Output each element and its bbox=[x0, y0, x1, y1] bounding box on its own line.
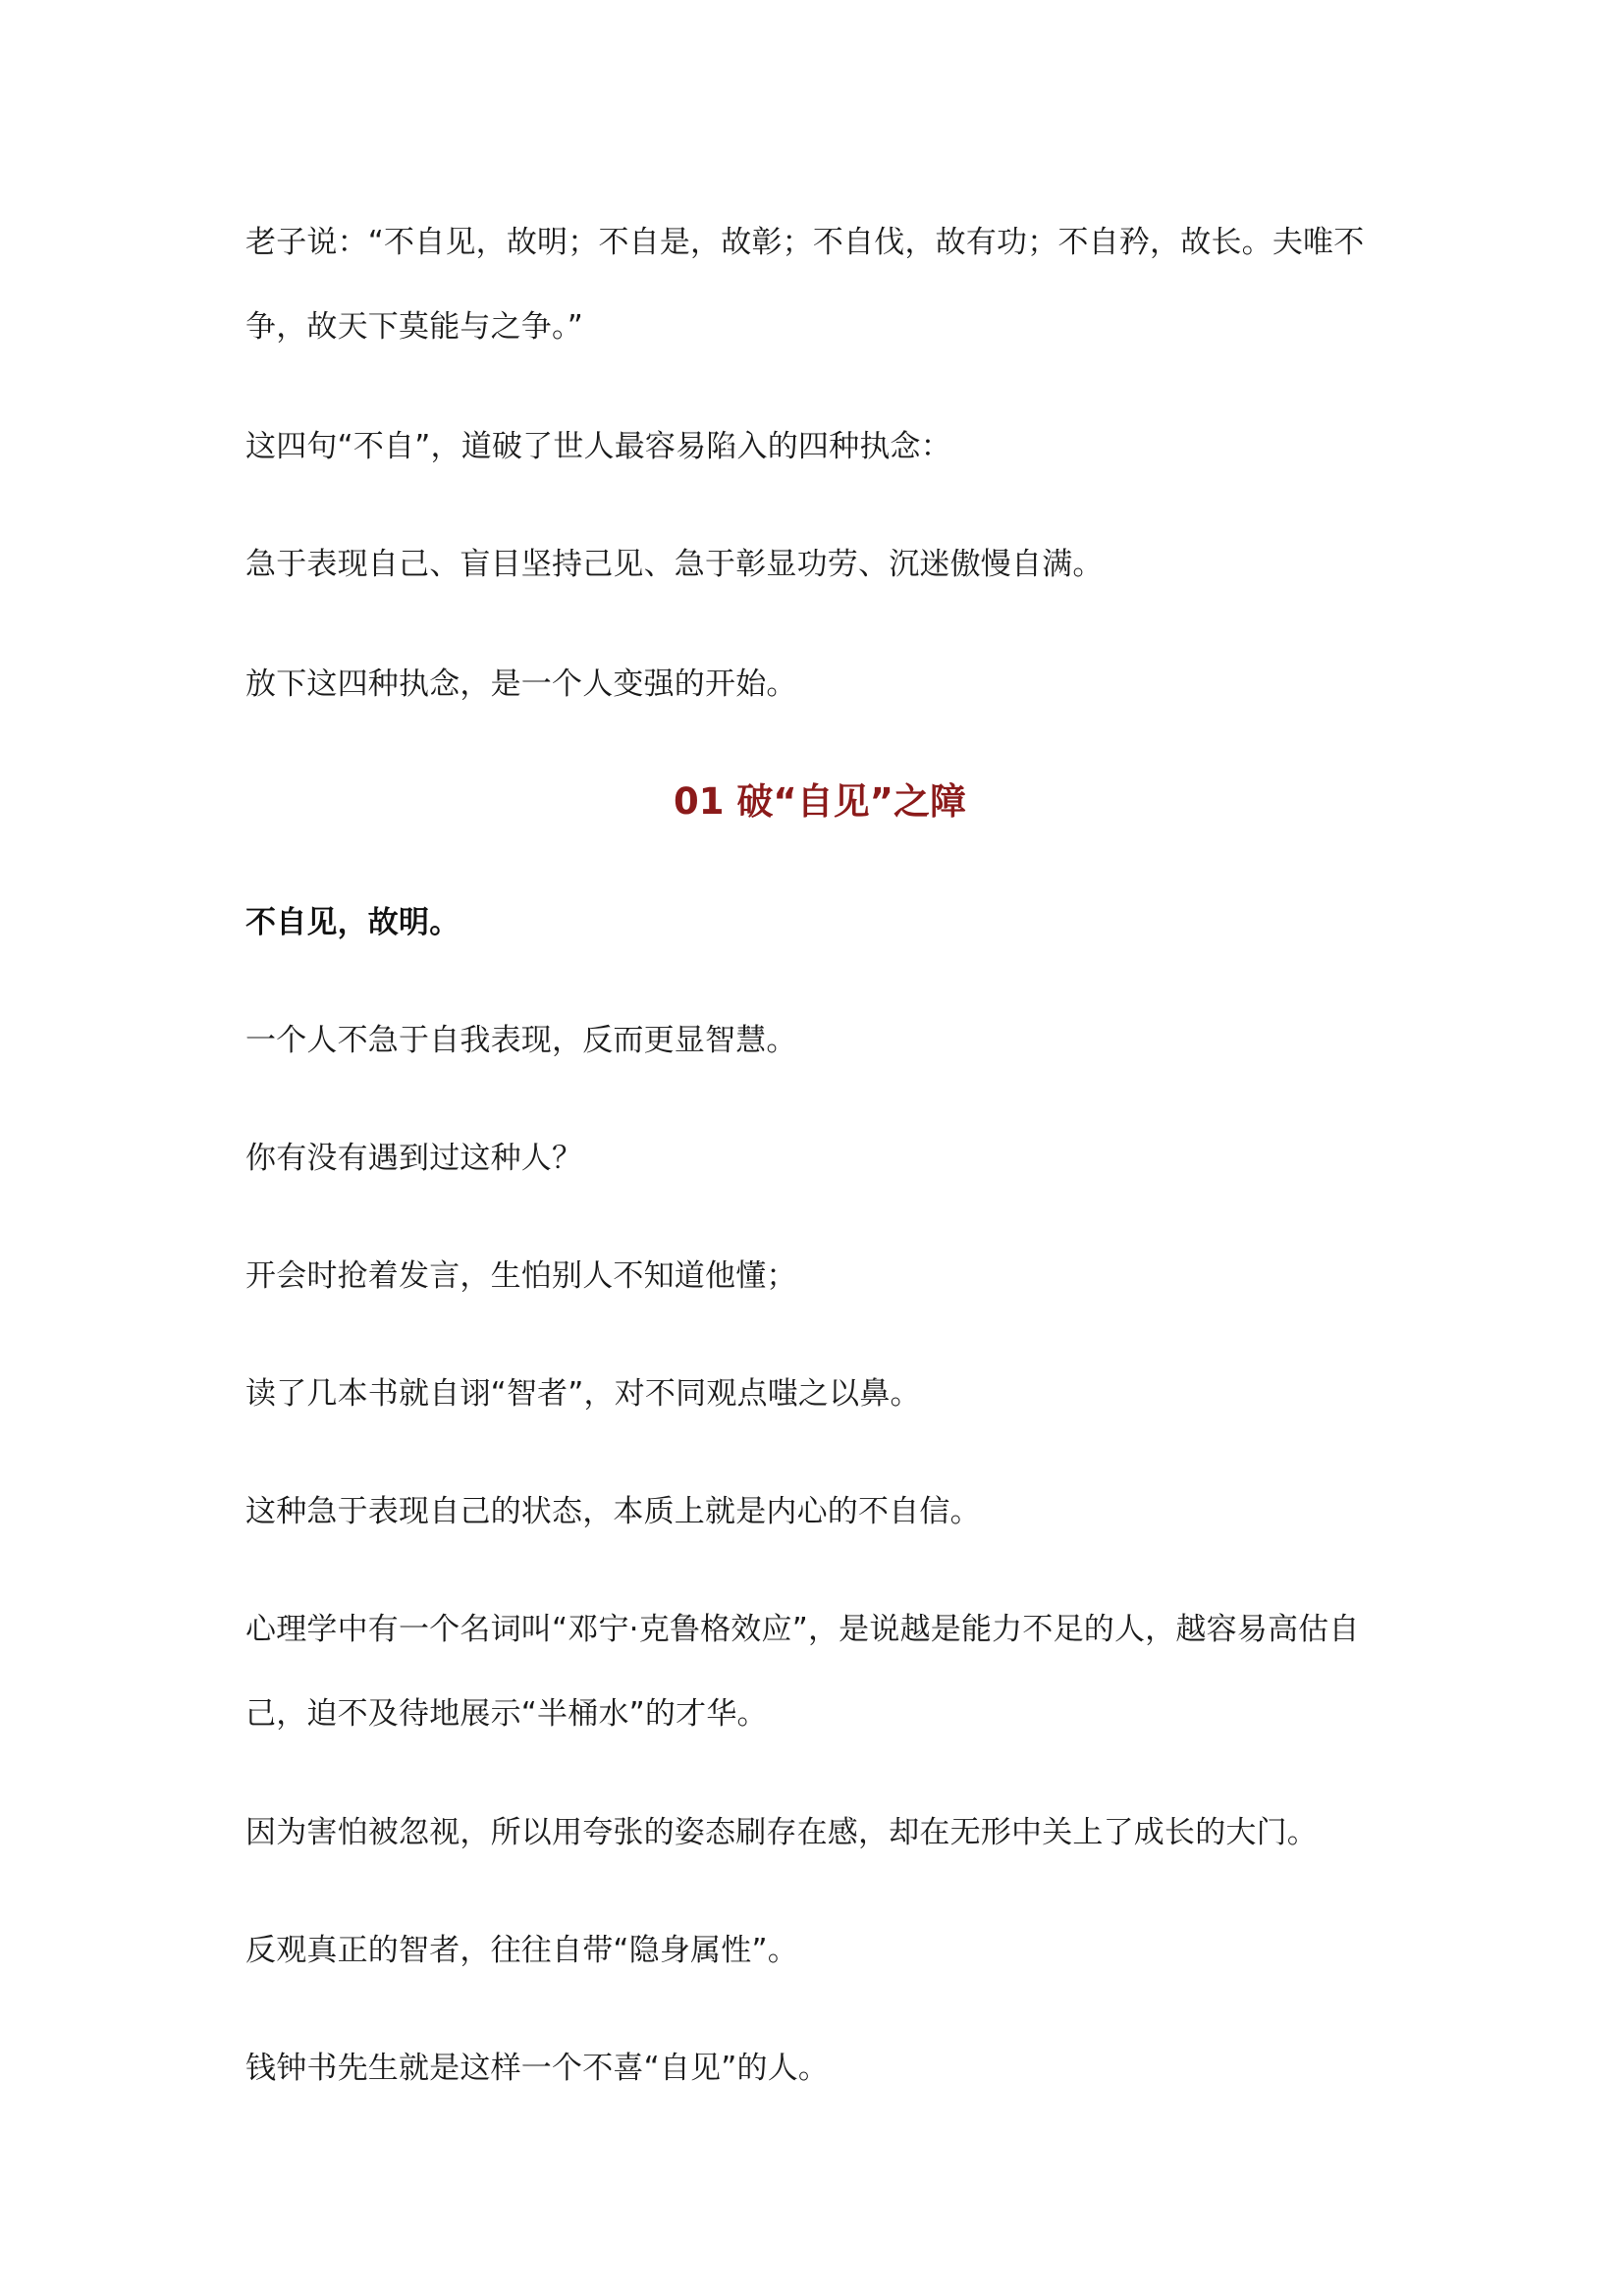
intro-paragraph-four-attachments: 这四句“不自”，道破了世人最容易陷入的四种执念： bbox=[245, 429, 951, 464]
body-paragraph: 一个人不急于自我表现，反而更显智慧。 bbox=[245, 1023, 797, 1058]
body-paragraph: 这种急于表现自己的状态，本质上就是内心的不自信。 bbox=[245, 1494, 981, 1529]
body-paragraph: 读了几本书就自诩“智者”，对不同观点嗤之以鼻。 bbox=[245, 1376, 921, 1412]
intro-paragraph-laozi-quote: 老子说：“不自见，故明；不自是，故彰；不自伐，故有功；不自矜，故长。夫唯不争，故天下莫能与之争。” bbox=[245, 225, 1365, 345]
body-paragraph: 钱钟书先生就是这样一个不喜“自见”的人。 bbox=[245, 2051, 830, 2086]
intro-paragraph-list: 急于表现自己、盲目坚持己见、急于彰显功劳、沉迷傲慢自满。 bbox=[245, 547, 1104, 582]
body-paragraph: 你有没有遇到过这种人？ bbox=[245, 1141, 583, 1176]
section-subheading: 不自见，故明。 bbox=[245, 905, 460, 940]
body-paragraph: 开会时抢着发言，生怕别人不知道他懂； bbox=[245, 1258, 797, 1294]
body-paragraph-dunning-kruger: 心理学中有一个名词叫“邓宁·克鲁格效应”，是说越是能力不足的人，越容易高估自己，迫不及待地展示“半桶水”的才华。 bbox=[245, 1612, 1360, 1732]
section-heading: 01 破“自见”之障 bbox=[673, 780, 966, 823]
intro-paragraph-conclusion: 放下这四种执念，是一个人变强的开始。 bbox=[245, 667, 797, 702]
body-paragraph: 因为害怕被忽视，所以用夸张的姿态刷存在感，却在无形中关上了成长的大门。 bbox=[245, 1815, 1318, 1850]
body-paragraph: 反观真正的智者，往往自带“隐身属性”。 bbox=[245, 1933, 798, 1968]
